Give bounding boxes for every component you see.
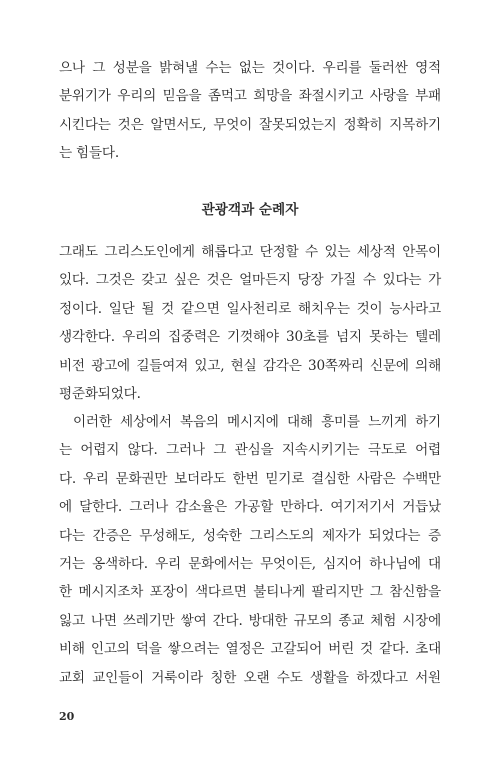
text-line: 는 어렵지 않다. 그러나 그 관심을 지속시키기는 극도로 어렵 [59,442,441,459]
text-line: 다는 간증은 무성해도, 성숙한 그리스도의 제자가 되었다는 증 [59,527,441,544]
text-line: 있다. 그것은 갖고 싶은 것은 얼마든지 당장 가질 수 있다는 가 [59,272,441,289]
text-line: 교회 교인들이 거룩이라 칭한 오랜 수도 생활을 하겠다고 서원 [59,669,441,686]
text-line: 는 힘들다. [59,145,119,162]
section-heading: 관광객과 순례자 [201,202,299,218]
text-line: 생각한다. 우리의 집중력은 기껏해야 30초를 넘지 못하는 텔레 [59,329,441,346]
text-line: 평준화되었다. [59,385,141,402]
text-line: 분위기가 우리의 믿음을 좀먹고 희망을 좌절시키고 사랑을 부패 [59,88,441,105]
text-line: 에 달한다. 그러나 감소율은 가공할 만하다. 여기저기서 거듭났 [59,499,441,516]
page-number: 20 [59,710,75,723]
text-line: 이러한 세상에서 복음의 메시지에 대해 흥미를 느끼게 하기 [73,414,441,430]
paragraph-continuation [59,54,441,168]
text-line: 거는 옹색하다. 우리 문화에서는 무엇이든, 심지어 하나님에 대 [59,555,441,572]
text-line: 시킨다는 것은 알면서도, 무엇이 잘못되었는지 정확히 지목하기 [59,116,441,133]
text-line: 으나 그 성분을 밝혀낼 수는 없는 것이다. 우리를 둘러싼 영적 [59,60,441,76]
text-line: 정이다. 일단 될 것 같으면 일사천리로 해치우는 것이 능사라고 [59,300,441,317]
text-line: 잃고 나면 쓰레기만 쌓여 간다. 방대한 규모의 종교 체험 시장에 [59,612,441,629]
text-line: 한 메시지조차 포장이 색다르면 불티나게 팔리지만 그 참신함을 [59,584,441,601]
text-line: 그래도 그리스도인에게 해롭다고 단정할 수 있는 세상적 안목이 [59,244,441,260]
paragraph-worldly-view [59,238,441,408]
paragraph-gospel-message [59,408,441,692]
text-line: 다. 우리 문화권만 보더라도 한번 믿기로 결심한 사람은 수백만 [59,470,441,487]
text-line: 비해 인고의 덕을 쌓으려는 열정은 고갈되어 버린 것 같다. 초대 [59,641,441,658]
text-line: 비전 광고에 길들여져 있고, 현실 감각은 30쪽짜리 신문에 의해 [59,357,441,374]
